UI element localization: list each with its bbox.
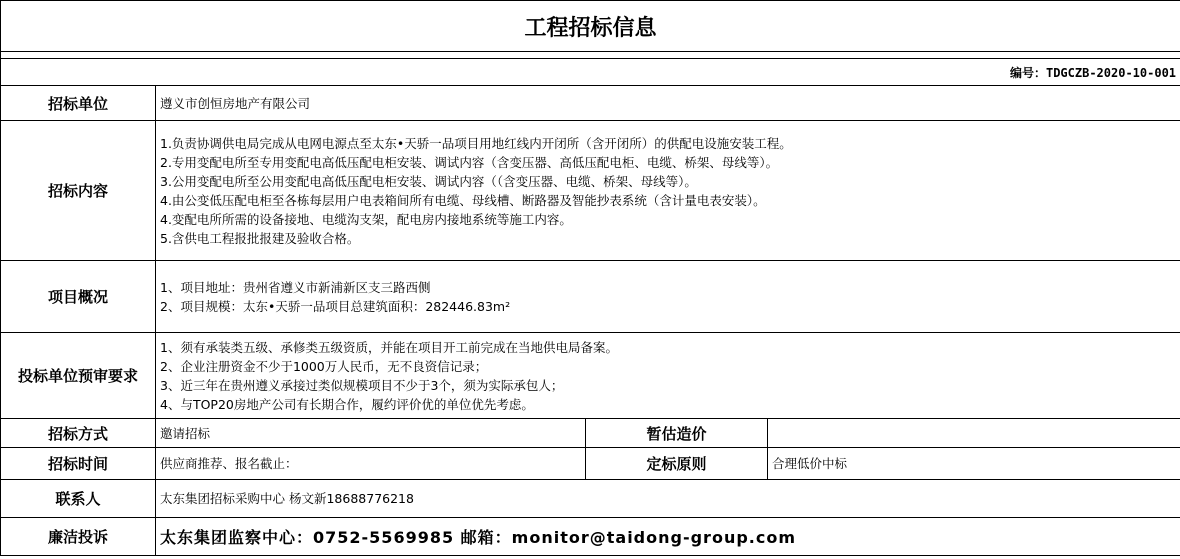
requirements-value [156, 333, 1180, 419]
requirements-label: 投标单位预审要求 [1, 333, 156, 419]
method-label: 招标方式 [1, 419, 156, 448]
principle-value: 合理低价中标 [768, 448, 1180, 480]
content-value [156, 121, 1180, 261]
complaint-label: 廉洁投诉 [1, 518, 156, 556]
overview-line: 1、项目地址：贵州省遵义市新浦新区支三路西侧 [160, 279, 431, 295]
content-line: 2.专用变配电所至专用变配电高低压配电柜安装、调试内容（含变压器、高低压配电柜、电缆、桥架、母线等）。 [160, 154, 779, 170]
spacer-row [1, 52, 1180, 59]
requirement-line: 3、近三年在贵州遵义承接过类似规模项目不少于3个，须为实际承包人； [160, 377, 564, 393]
estimate-value [768, 419, 1180, 448]
complaint-value: 太东集团监察中心：0752-5569985 邮箱：monitor@taidong-group.com [156, 518, 1180, 556]
document-number: 编号：TDGCZB-2020-10-001 [1, 59, 1180, 86]
content-label: 招标内容 [1, 121, 156, 261]
overview-label: 项目概况 [1, 261, 156, 333]
content-line: 1.负责协调供电局完成从电网电源点至太东•天骄一品项目用地红线内开闭所（含开闭所）的供配电设施安装工程。 [160, 135, 792, 151]
overview-line: 2、项目规模：太东•天骄一品项目总建筑面积：282446.83m² [160, 298, 511, 314]
content-line: 5.含供电工程报批报建及验收合格。 [160, 230, 360, 246]
unit-value: 遵义市创恒房地产有限公司 [156, 86, 1180, 121]
principle-label: 定标原则 [586, 448, 768, 480]
overview-value [156, 261, 1180, 333]
content-line: 3.公用变配电所至公用变配电高低压配电柜安装、调试内容（（含变压器、电缆、桥架、母线等）。 [160, 173, 697, 189]
time-value: 供应商推荐、报名截止： [156, 448, 586, 480]
unit-label: 招标单位 [1, 86, 156, 121]
estimate-label: 暂估造价 [586, 419, 768, 448]
content-line: 4.由公变低压配电柜至各栋每层用户电表箱间所有电缆、母线槽、断路器及智能抄表系统（含计量电表安装）。 [160, 192, 766, 208]
content-line: 4.变配电所所需的设备接地、电缆沟支架，配电房内接地系统等施工内容。 [160, 211, 572, 227]
page-title: 工程招标信息 [1, 1, 1180, 52]
method-value: 邀请招标 [156, 419, 586, 448]
requirement-line: 2、企业注册资金不少于1000万人民币，无不良资信记录； [160, 358, 488, 374]
contact-value: 太东集团招标采购中心 杨文新18688776218 [156, 480, 1180, 518]
requirement-line: 4、与TOP20房地产公司有长期合作，履约评价优的单位优先考虑。 [160, 396, 534, 412]
requirement-line: 1、须有承装类五级、承修类五级资质，并能在项目开工前完成在当地供电局备案。 [160, 339, 618, 355]
time-label: 招标时间 [1, 448, 156, 480]
contact-label: 联系人 [1, 480, 156, 518]
